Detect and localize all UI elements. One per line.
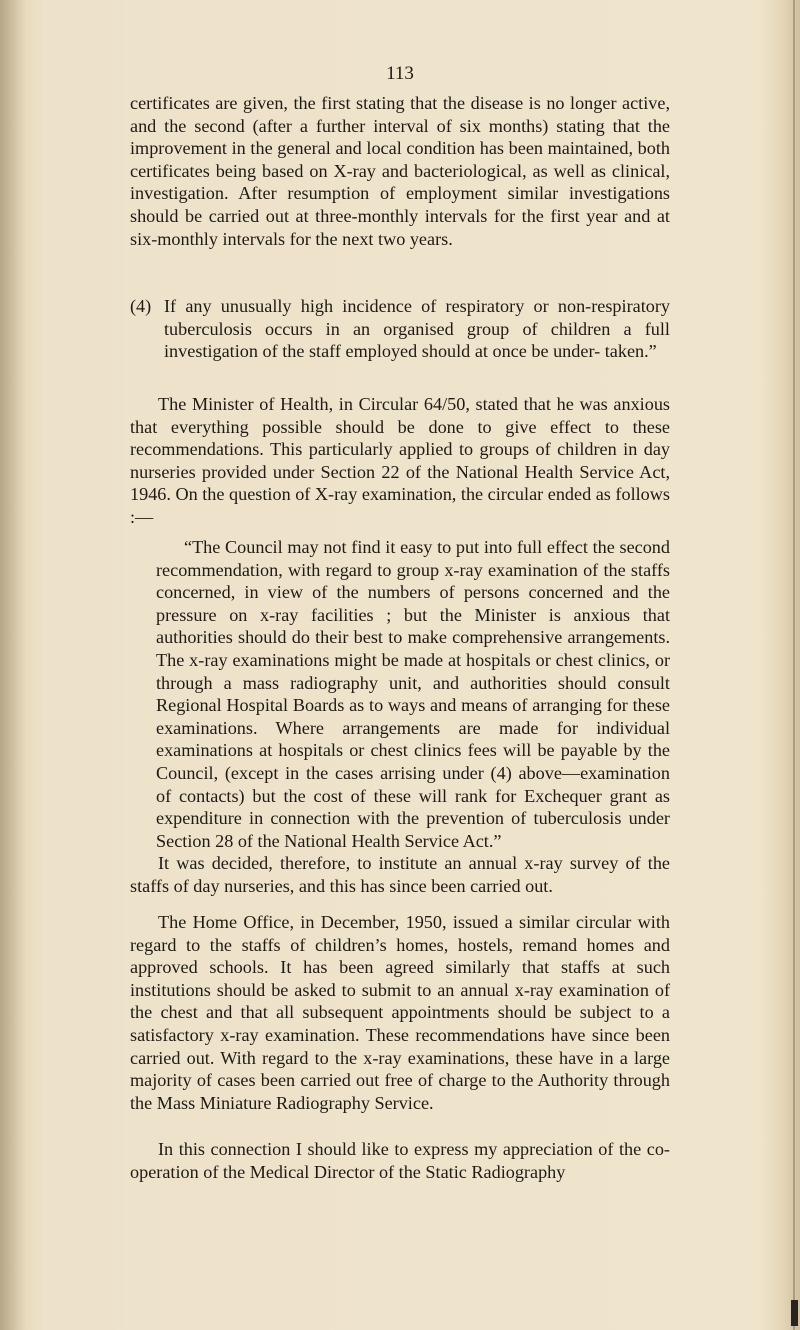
paragraph-minister-circular: The Minister of Health, in Circular 64/50, stated that he was anxious that everything possible should be done to give effect to these recommendations. This particularly applied to groups of children in day nurseries provided under Section 22 of the National Health Service Act, 1946. On the question of X-ray examination, the circular ended as follows :—: [130, 394, 670, 527]
paragraph-home-office: The Home Office, in December, 1950, issued a similar circular with regard to the staffs of children’s homes, hostels, remand homes and approved schools. It has been agreed similarly that staffs at such institutions should be asked to submit to an annual x-ray examination of the chest and that all subsequent appointments should be subject to a satisfactory x-ray examination. These recommendations have since been carried out. With regard to the x-ray examinations, these have in a large majority of cases been carried out free of charge to the Authority through the Mass Miniature Radiography Service.: [130, 912, 670, 1113]
page-number: 113: [386, 63, 414, 84]
numbered-item-4: [130, 295, 670, 363]
binding-shadow: [0, 0, 26, 1330]
paragraph-certificates: certificates are given, the first stating that the disease is no longer active, and the second (after a further interval of six months) stating that the improvement in the general and local condition has been maintained, both certificates being based on X-ray and bacteriological, as well as clinical, investigation. After resumption of employment similar investigations should be carried out at three-monthly intervals for the first year and at six-monthly intervals for the next two years.: [130, 93, 670, 249]
item-text: If any unusually high incidence of respiratory or non-respiratory tuberculosis occurs in an organised group of children a full investigation of the staff employed should at once be under- taken.”: [164, 296, 670, 362]
paragraph-appreciation: In this connection I should like to express my appreciation of the co-operation of the Medical Director of the Static Radiography: [130, 1139, 670, 1182]
scan-corner-mark: [791, 1300, 798, 1326]
item-number: (4): [130, 296, 152, 316]
paragraph-annual-survey: It was decided, therefore, to institute an annual x-ray survey of the staffs of day nurseries, and this has since been carried out.: [130, 853, 670, 896]
page-edge-line: [793, 0, 795, 1330]
quoted-circular-passage: “The Council may not find it easy to put into full effect the second recommendation, with regard to group x-ray examination of the staffs concerned, in view of the numbers of persons concerned and the pressure on x-ray facilities ; but the Minister is anxious that authorities should do their best to make comprehensive arrangements. The x-ray examinations might be made at hospitals or chest clinics, or through a mass radiography unit, and authorities should consult Regional Hospital Boards as to ways and means of arranging for these examinations. Where arrangements are made for individual examinations at hospitals or chest clinics fees will be payable by the Council, (except in the cases arrising under (4) above—examination of contacts) but the cost of these will rank for Exchequer grant as expenditure in connection with the prevention of tuberculosis under Section 28 of the National Health Service Act.”: [156, 537, 670, 851]
